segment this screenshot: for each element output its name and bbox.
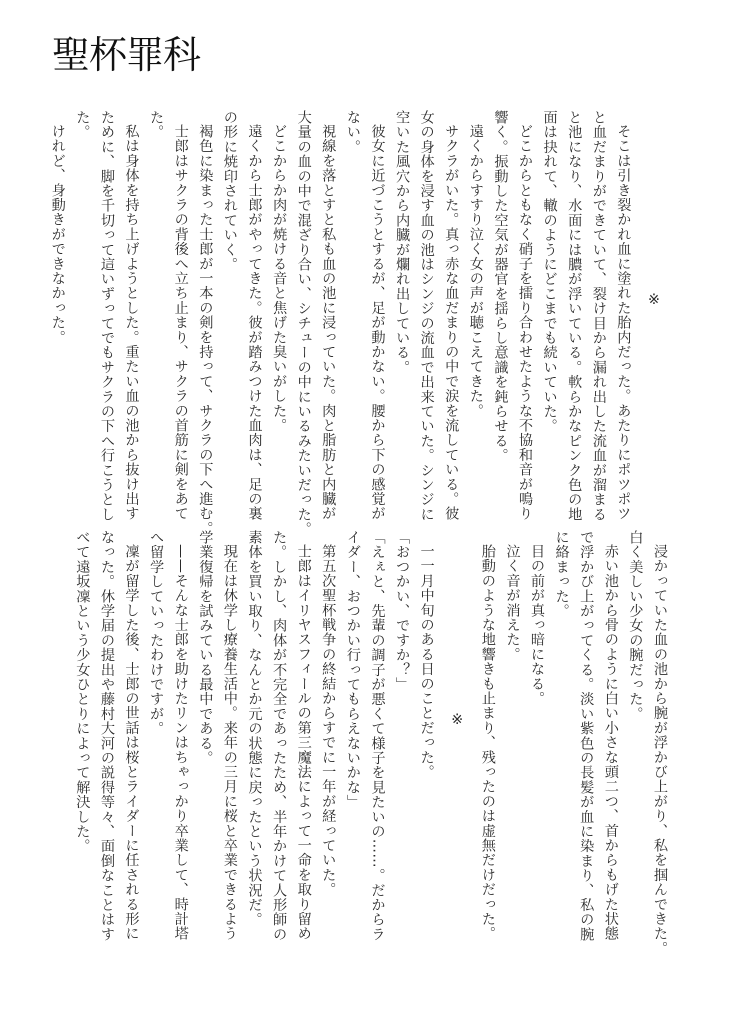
text-column: 面は抉れて、轍のようにどこまでも続いていた。 bbox=[541, 110, 558, 434]
text-column: 一一月中旬のある日のことだった。 bbox=[418, 544, 435, 780]
vertical-text-block-top bbox=[45, 110, 672, 537]
text-column: 「おつかい、ですか？」 bbox=[394, 530, 411, 692]
text-column: 士郎はイリヤスフィールの第三魔法によって一命を取り留め bbox=[295, 544, 312, 942]
text-column: 赤い池から骨のように白い小さな頭二つ、首からもげた状態 bbox=[602, 544, 619, 942]
text-column: 胎動のような地響きも止まり、残ったのは虚無だけだった。 bbox=[479, 544, 496, 942]
text-column: 女の身体を浸す血の池はシンジの流血で出来ていた。シンジに bbox=[418, 110, 435, 522]
text-column: に絡まった。 bbox=[553, 530, 570, 619]
text-column: 響く。振動した空気が器官を揺らし意識を鈍らせる。 bbox=[492, 110, 509, 463]
text-column: 遠くからすすり泣く女の声が聴こえてきた。 bbox=[467, 124, 484, 419]
text-column: 浸かっていた血の池から腕が浮かび上がり、私を掴んできた。 bbox=[652, 544, 668, 956]
section-break-mark: ※ bbox=[449, 711, 466, 729]
text-column: べて遠坂凜という少女ひとりによって解決した。 bbox=[74, 530, 91, 854]
text-column: ——そんな士郎を助けたリンはちゃっかり卒業して、時計塔 bbox=[172, 544, 189, 942]
text-column: そこは引き裂かれ血に塗れた胎内だった。あたりにポツポツ bbox=[615, 124, 632, 522]
text-column: た。 bbox=[148, 110, 165, 140]
text-column: どこからか肉が焼ける音と焦げた臭いがした。 bbox=[271, 124, 288, 433]
text-column: 「えぇと、先輩の調子が悪くて様子を見たいの……。だからラ bbox=[369, 530, 386, 942]
text-column: 褐色に染まった士郎が一本の剣を持って、サクラの下へ進む。 bbox=[197, 124, 214, 536]
document-title: 聖杯罪科 bbox=[52, 33, 201, 77]
text-column: 学業復帰を試みている最中である。 bbox=[197, 530, 214, 766]
text-column: 泣く音が消えた。 bbox=[504, 544, 521, 662]
text-column: へ留学していったわけですが。 bbox=[148, 530, 165, 736]
text-column: 空いた風穴から内臓が爛れ出している。 bbox=[394, 110, 411, 375]
vertical-text-block-bottom bbox=[70, 530, 672, 956]
text-column: ために、脚を千切って這いずってでもサクラの下へ行こうとし bbox=[98, 110, 115, 522]
text-column: 凜が留学した後、士郎の世話は桜とライダーに任される形に bbox=[123, 544, 140, 942]
text-column: ない。 bbox=[344, 110, 361, 155]
text-column: で浮かび上がってくる。淡い紫色の長髪が血に染まり、私の腕 bbox=[578, 530, 595, 942]
text-column: の形に焼印されていく。 bbox=[221, 110, 238, 272]
text-column: 第五次聖杯戦争の終結からすでに一年が経っていた。 bbox=[320, 544, 337, 897]
text-column: 士郎はサクラの背後へ立ち止まり、サクラの首筋に剣をあて bbox=[172, 124, 189, 522]
text-column: た。しかし、肉体が不完全であったため、半年かけて人形師の bbox=[271, 530, 288, 942]
text-column: 大量の血の中で混ざり合い、シチューの中にいるみたいだった。 bbox=[295, 110, 312, 537]
text-column: 目の前が真っ暗になる。 bbox=[529, 544, 546, 706]
text-column: なった。休学届の提出や藤村大河の説得等々、面倒なことはす bbox=[98, 530, 115, 942]
text-column: けれど、身動きができなかった。 bbox=[49, 124, 66, 345]
text-column: 私は身体を持ち上げようとした。重たい血の池から抜け出す bbox=[123, 124, 140, 522]
text-column: 遠くから士郎がやってきた。彼が踏みつけた血肉は、足の裏 bbox=[246, 124, 263, 522]
text-column: 現在は休学し療養生活中。来年の三月に桜と卒業できるよう bbox=[221, 544, 238, 942]
text-column: 白く美しい少女の腕だった。 bbox=[627, 530, 644, 722]
text-column: と池になり、水面には膿が浮いている。軟らかなピンク色の地 bbox=[566, 110, 583, 522]
text-column: と血だまりができていて、裂け目から漏れ出した流血が溜まる bbox=[590, 110, 607, 522]
text-column: た。 bbox=[74, 110, 91, 140]
text-column: 視線を落とすと私も血の池に浸っていた。肉と脂肪と内臓が bbox=[320, 124, 337, 522]
text-column: 彼女に近づこうとするが、足が動かない。腰から下の感覚が bbox=[369, 124, 386, 522]
text-column: 素体を買い取り、なんとか元の状態に戻ったという状況だ。 bbox=[246, 530, 263, 927]
text-column: どこからともなく硝子を擂り合わせたような不協和音が鳴り bbox=[517, 124, 534, 522]
text-column: サクラがいた。真っ赤な血だまりの中で涙を流している。彼 bbox=[443, 124, 460, 522]
section-break-mark: ※ bbox=[646, 291, 662, 309]
text-column: イダー、おつかい行ってもらえないかな」 bbox=[344, 530, 361, 810]
